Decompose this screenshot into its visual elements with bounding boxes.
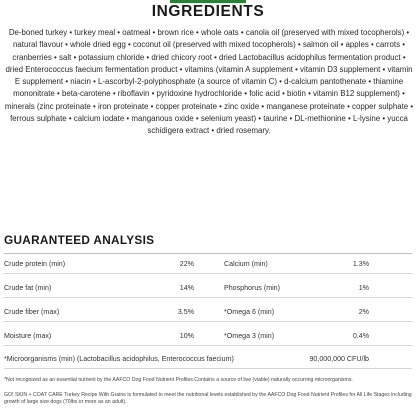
nutrient-value: 1.3% <box>352 260 369 268</box>
nutrient-value: 22% <box>179 260 194 268</box>
microorganisms-value: 90,000,000 CFU/lb <box>309 355 369 363</box>
nutrient-label: *Omega 3 (min) <box>224 332 275 340</box>
nutrient-value: 14% <box>179 284 194 292</box>
nutrient-value: 1% <box>358 284 369 292</box>
table-row <box>4 254 412 274</box>
nutrient-value: 2% <box>358 308 369 316</box>
divider <box>4 345 412 346</box>
aafco-statement: GO! SKIN + COAT CARE Turkey Recipe With Grains is formulated to meet the nutritional levels established by the AAFCO Dog Food Nutrient Profiles for All Life Stages including growth of large size dogs (70lbs or more as an adult). <box>4 392 412 406</box>
footnote: *Not recognized as an essential nutrient by the AAFCO Dog Food Nutrient Profiles.Contains a source of live (viable) naturally occurring microorganisms. <box>4 377 353 383</box>
table-row <box>4 302 412 322</box>
divider <box>4 297 412 298</box>
nutrient-label: Crude fiber (max) <box>4 308 60 316</box>
ingredients-title: INGREDIENTS <box>151 3 265 20</box>
nutrient-label: *Omega 6 (min) <box>224 308 275 316</box>
guaranteed-analysis-title: GUARANTEED ANALYSIS <box>4 233 155 247</box>
nutrient-label: Phosphorus (min) <box>224 284 280 292</box>
microorganisms-label: *Microorganisms (min) (Lactobacillus acidophilus, Enterococcus faecium) <box>4 355 234 363</box>
nutrient-label: Moisture (max) <box>4 332 52 340</box>
nutrient-label: Calcium (min) <box>224 260 268 268</box>
nutrient-value: 3.5% <box>177 308 194 316</box>
nutrient-label: Crude protein (min) <box>4 260 66 268</box>
divider <box>4 368 412 369</box>
table-row <box>4 278 412 298</box>
nutrient-label: Crude fat (min) <box>4 284 52 292</box>
table-row <box>4 326 412 346</box>
nutrient-value: 0.4% <box>352 332 369 340</box>
divider <box>4 321 412 322</box>
ingredients-list: De-boned turkey • turkey meal • oatmeal • brown rice • whole oats • canola oil (preserved with mixed tocopherols) • natural flavour • whole dried egg • coconut oil (preserved with mixed tocopherols) • salmon oil • apples • carrots • cranberries • salt • potassium chloride • dried chicory root • dried Lactobacillus acidophilus fermentation product • dried Enterococcus faecium fermentation product • vitamins (vitamin A supplement • vitamin D3 supplement • vitamin E supplement • niacin • L-ascorbyl-2-polyphosphate (a source of vitamin C) • d-calcium pantothenate • thiamine mononitrate • beta-carotene • riboflavin • pyridoxine hydrochloride • folic acid • biotin • vitamin B12 supplement) • minerals (zinc proteinate • iron proteinate • copper proteinate • zinc oxide • manganese proteinate • copper sulphate • ferrous sulphate • calcium iodate • manganous oxide • selenium yeast) • taurine • DL-methionine • L-lysine • yucca schidigera extract • dried rosemary. <box>4 28 414 135</box>
divider <box>4 273 412 274</box>
nutrient-value: 10% <box>179 332 194 340</box>
table-row <box>4 349 412 369</box>
